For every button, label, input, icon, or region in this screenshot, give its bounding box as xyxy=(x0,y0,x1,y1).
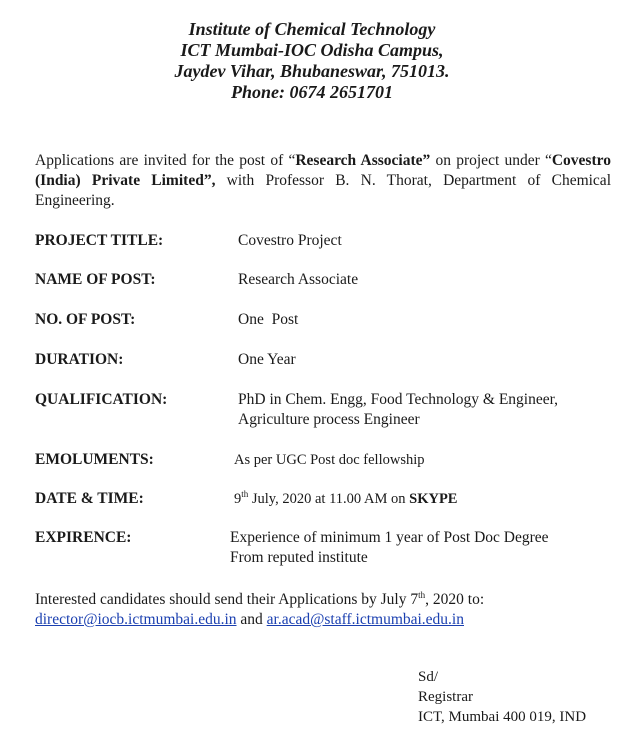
name-of-post-value: Research Associate xyxy=(238,271,359,288)
signature-address: ICT, Mumbai 400 019, IND xyxy=(418,709,587,725)
experience-value-line1: Experience of minimum 1 year of Post Doc Degree xyxy=(230,529,549,546)
post-name: Research Associate” xyxy=(295,152,431,169)
no-of-post-value: One Post xyxy=(238,311,299,328)
qualification-label: QUALIFICATION: xyxy=(35,391,168,408)
project-title-value: Covestro Project xyxy=(238,232,342,249)
acad-email-link[interactable]: ar.acad@staff.ictmumbai.edu.in xyxy=(266,611,464,628)
qualification-value-line2: Agriculture process Engineer xyxy=(238,411,420,428)
director-email-link[interactable]: director@iocb.ictmumbai.edu.in xyxy=(35,611,237,628)
campus-name: ICT Mumbai-IOC Odisha Campus, xyxy=(180,40,444,60)
campus-address: Jaydev Vihar, Bhubaneswar, 751013. xyxy=(174,61,450,81)
date-time-value: 9th July, 2020 at 11.00 AM on SKYPE xyxy=(234,489,458,507)
institute-header xyxy=(0,19,624,103)
qualification-value-line1: PhD in Chem. Engg, Food Technology & Engineer, xyxy=(238,391,559,408)
project-title-label: PROJECT TITLE: xyxy=(35,232,164,249)
duration-label: DURATION: xyxy=(35,351,124,368)
campus-phone: Phone: 0674 2651701 xyxy=(231,82,393,102)
instructions-line: Interested candidates should send their Applications by July 7th, 2020 to: xyxy=(35,589,485,608)
date-time-label: DATE & TIME: xyxy=(35,490,144,507)
company-name: Covestro (India) Private Limited”, xyxy=(35,152,611,189)
email-line: director@iocb.ictmumbai.edu.in and ar.acad@staff.ictmumbai.edu.in xyxy=(35,611,464,628)
emoluments-label: EMOLUMENTS: xyxy=(35,451,154,468)
intro-paragraph: Applications are invited for the post of “Research Associate” on project under “Covestro (India) Private Limited”, with Professor B. N. Thorat, Department of Chemical Engineering. xyxy=(35,152,611,209)
emoluments-value: As per UGC Post doc fellowship xyxy=(234,452,425,468)
signature-sd: Sd/ xyxy=(418,669,439,685)
application-instructions xyxy=(35,590,611,630)
signature-block xyxy=(418,667,586,727)
platform-name: SKYPE xyxy=(409,491,458,507)
experience-label: EXPIRENCE: xyxy=(35,529,132,546)
experience-value-line2: From reputed institute xyxy=(230,549,368,566)
name-of-post-label: NAME OF POST: xyxy=(35,271,156,288)
signature-title: Registrar xyxy=(418,689,473,705)
institute-name: Institute of Chemical Technology xyxy=(188,19,436,39)
duration-value: One Year xyxy=(238,351,296,368)
no-of-post-label: NO. OF POST: xyxy=(35,311,136,328)
